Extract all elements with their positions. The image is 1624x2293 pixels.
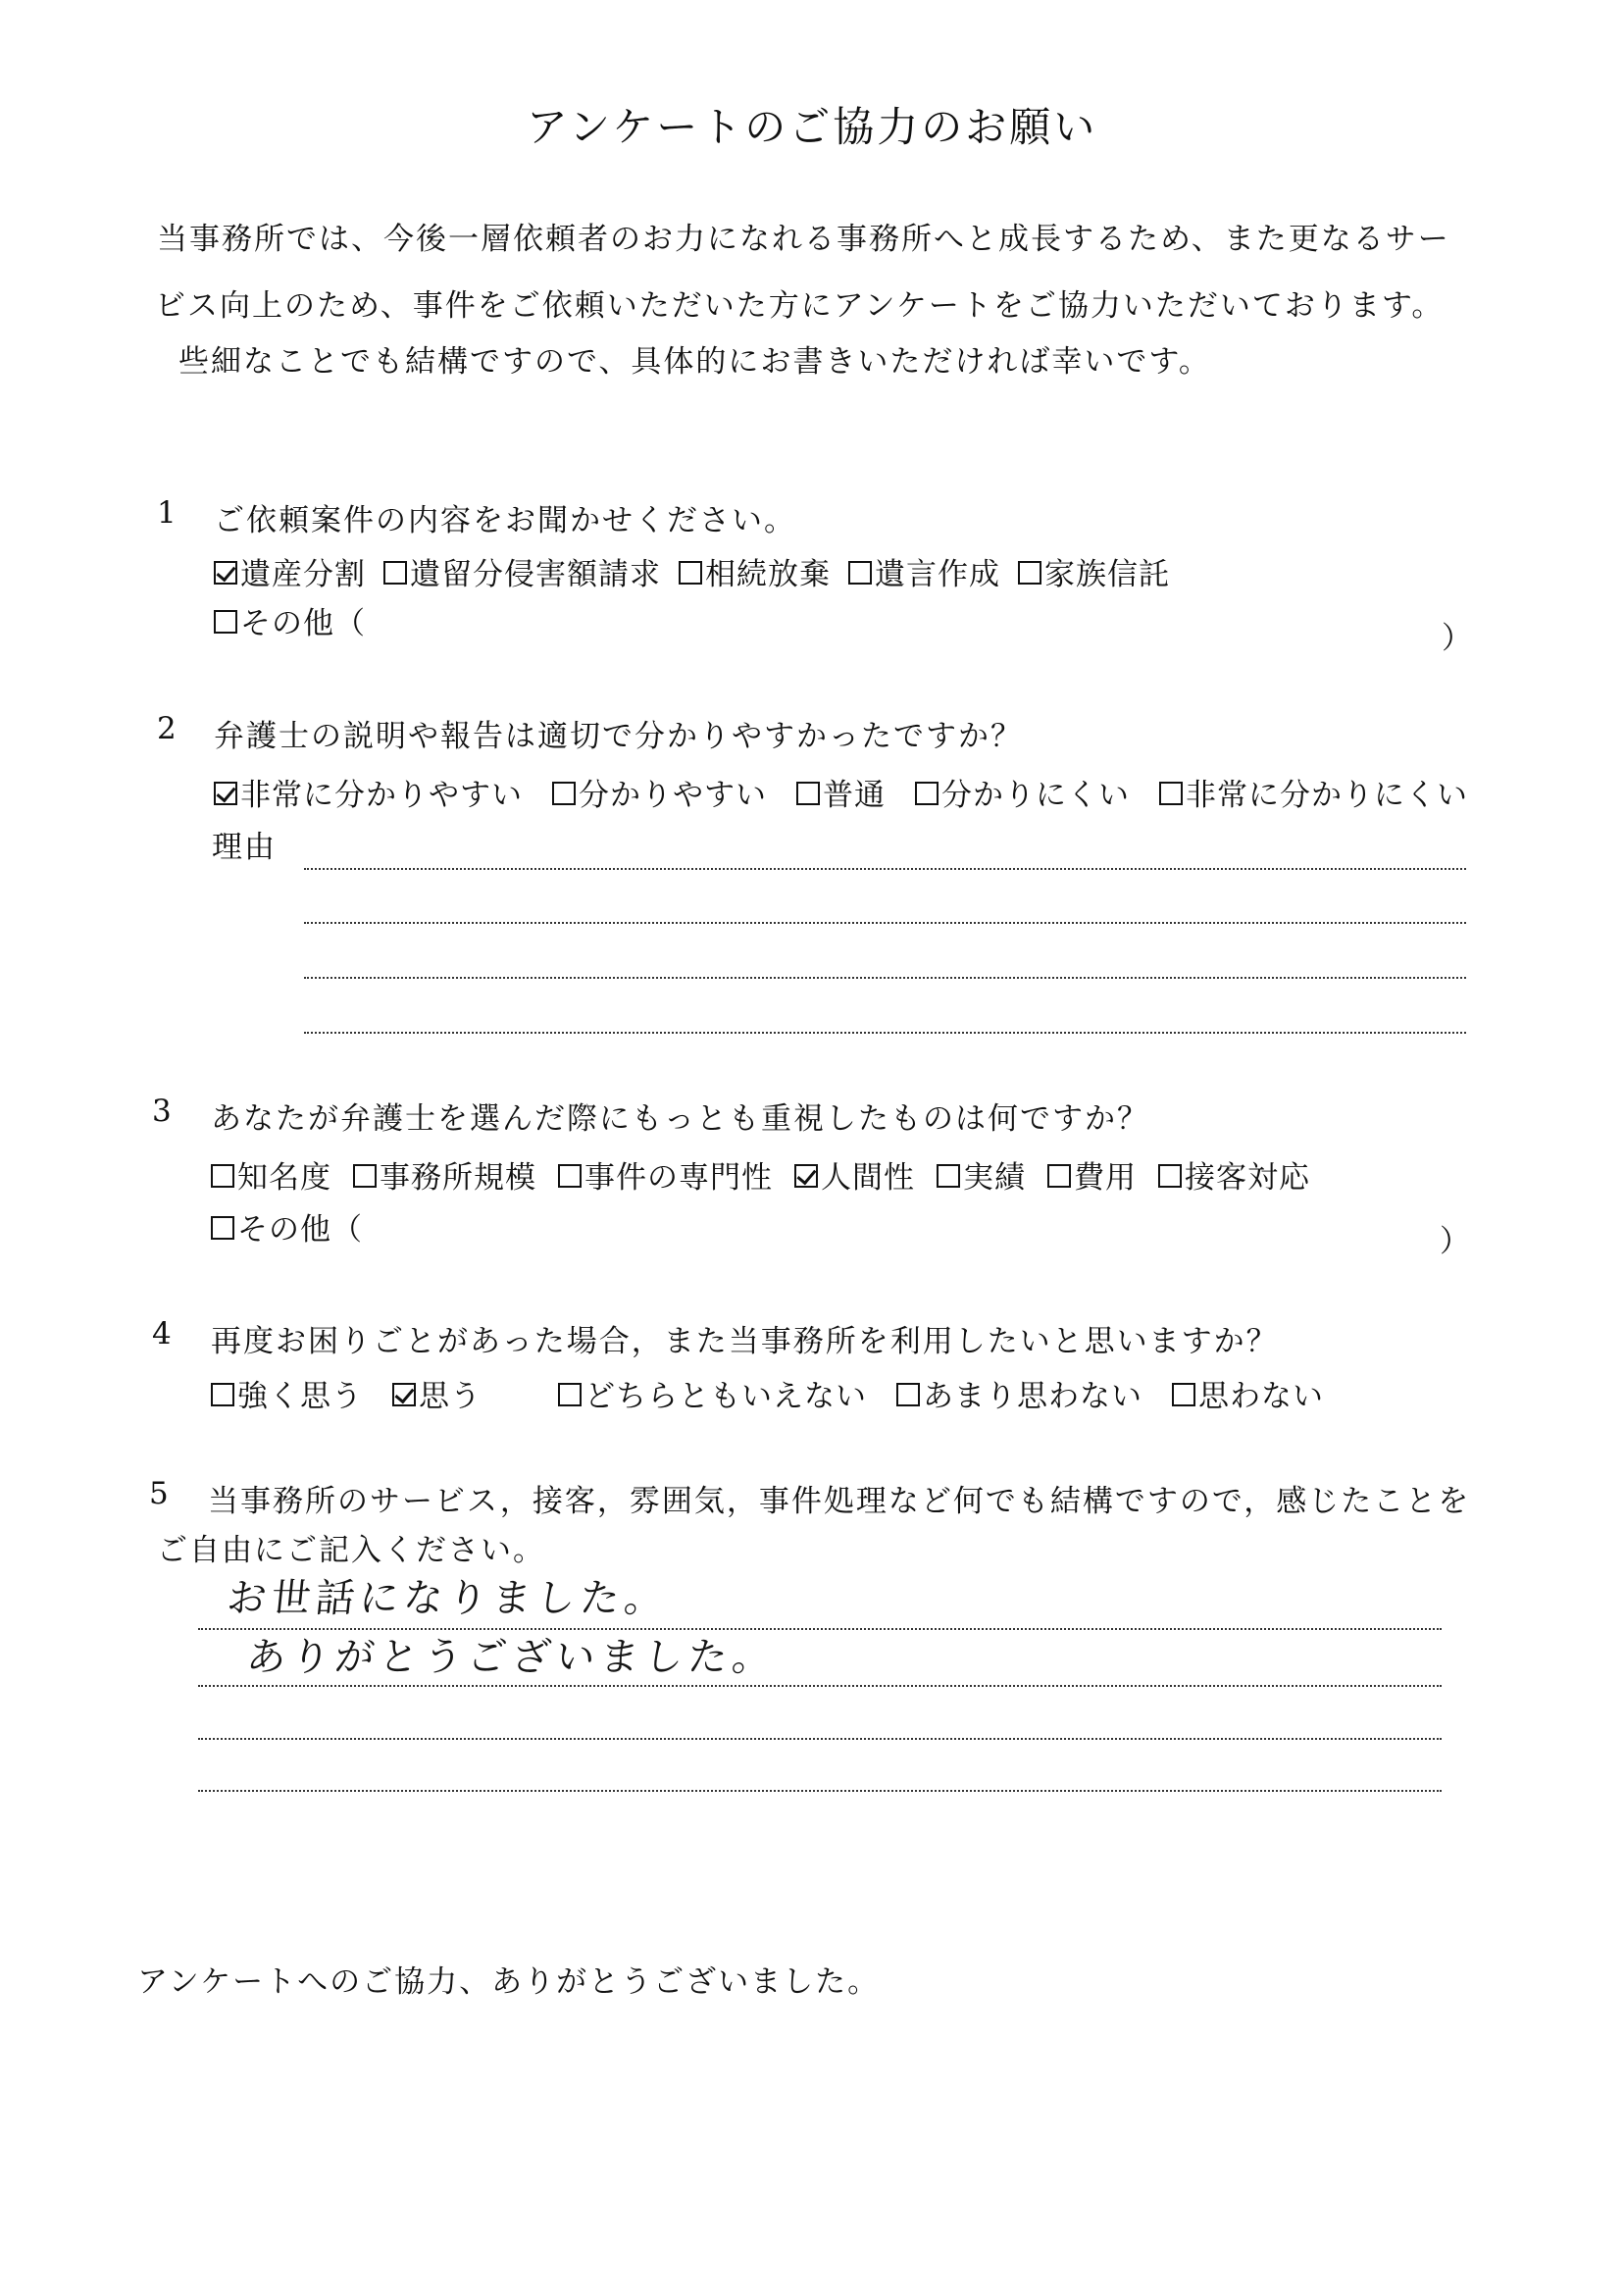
q3-other-close: ） xyxy=(1440,1224,1470,1259)
checkbox-icon[interactable] xyxy=(896,1383,920,1406)
q5-handwritten-answer-2: ありがとうございました。 xyxy=(244,1635,780,1680)
q5-question-line-1: 当事務所のサービス，接客，雰囲気，事件処理など何でも結構ですので，感じたことを xyxy=(208,1484,1471,1519)
q5-answer-line[interactable] xyxy=(198,1628,1442,1630)
q1-options xyxy=(214,549,1170,593)
q2-option[interactable]: 非常に分かりやすい xyxy=(214,770,523,814)
q2-number: 2 xyxy=(157,711,177,746)
intro-line-1: 当事務所では、今後一層依頼者のお力になれる事務所へと成長するため、また更なるサー xyxy=(157,222,1450,257)
q5-handwritten-answer-1: お世話になりました。 xyxy=(225,1576,672,1621)
checkbox-icon[interactable] xyxy=(1158,1164,1182,1188)
q3-number: 3 xyxy=(152,1094,172,1129)
checkbox-icon[interactable] xyxy=(211,1383,234,1406)
q3-option[interactable]: 知名度 xyxy=(211,1152,331,1197)
q2-reason-label: 理由 xyxy=(212,830,277,865)
intro-line-3: 些細なことでも結構ですので、具体的にお書きいただければ幸いです。 xyxy=(178,344,1211,380)
q4-option[interactable]: あまり思わない xyxy=(896,1371,1142,1415)
q2-option[interactable]: 分かりにくい xyxy=(915,770,1130,814)
q3-option[interactable]: 費用 xyxy=(1047,1152,1137,1197)
q5-answer-line[interactable] xyxy=(198,1790,1442,1792)
checkbox-icon[interactable] xyxy=(558,1164,582,1188)
checkbox-icon[interactable] xyxy=(552,782,576,805)
q3-other[interactable]: その他（ xyxy=(211,1204,363,1248)
q3-options xyxy=(211,1152,1310,1197)
checkbox-icon[interactable] xyxy=(558,1383,582,1406)
checkbox-icon[interactable] xyxy=(915,782,939,805)
q1-option[interactable]: 遺留分侵害額請求 xyxy=(383,549,661,593)
q3-option[interactable]: 人間性 xyxy=(794,1152,915,1197)
q3-question: あなたが弁護士を選んだ際にもっとも重視したものは何ですか？ xyxy=(211,1101,1149,1137)
checkbox-icon[interactable] xyxy=(353,1164,377,1188)
checkbox-checked-icon[interactable] xyxy=(214,561,237,585)
q2-option[interactable]: 普通 xyxy=(796,770,886,814)
q3-option[interactable]: 事務所規模 xyxy=(353,1152,536,1197)
checkbox-checked-icon[interactable] xyxy=(392,1383,416,1406)
q4-question: 再度お困りごとがあった場合，また当事務所を利用したいと思いますか？ xyxy=(211,1324,1279,1359)
q2-option[interactable]: 分かりやすい xyxy=(552,770,767,814)
q1-number: 1 xyxy=(157,495,177,531)
q4-option[interactable]: 思わない xyxy=(1172,1371,1324,1415)
q1-option[interactable]: 遺産分割 xyxy=(214,549,366,593)
q2-options xyxy=(214,770,1468,814)
checkbox-icon[interactable] xyxy=(211,1164,234,1188)
q4-option[interactable]: 強く思う xyxy=(211,1371,363,1415)
checkbox-icon[interactable] xyxy=(937,1164,960,1188)
q5-number: 5 xyxy=(149,1476,169,1511)
q1-option[interactable]: 家族信託 xyxy=(1018,549,1170,593)
checkbox-icon[interactable] xyxy=(211,1216,234,1240)
q2-reason-line[interactable] xyxy=(304,977,1466,979)
q1-other[interactable]: その他（ xyxy=(214,598,366,642)
checkbox-icon[interactable] xyxy=(848,561,872,585)
q2-reason-line[interactable] xyxy=(304,922,1466,924)
checkbox-icon[interactable] xyxy=(1047,1164,1071,1188)
q1-question: ご依頼案件の内容をお聞かせください。 xyxy=(214,503,796,538)
q4-number: 4 xyxy=(152,1316,172,1351)
q1-option[interactable]: 遺言作成 xyxy=(848,549,1000,593)
q2-reason-line[interactable] xyxy=(304,1032,1466,1034)
checkbox-checked-icon[interactable] xyxy=(794,1164,818,1188)
page-title: アンケートのご協力のお願い xyxy=(526,103,1098,151)
q3-option[interactable]: 実績 xyxy=(937,1152,1026,1197)
intro-line-2: ビス向上のため、事件をご依頼いただいた方にアンケートをご協力いただいております。 xyxy=(155,288,1445,324)
q2-option[interactable]: 非常に分かりにくい xyxy=(1159,770,1468,814)
q2-question: 弁護士の説明や報告は適切で分かりやすかったですか？ xyxy=(214,719,1023,754)
checkbox-icon[interactable] xyxy=(1159,782,1183,805)
checkbox-icon[interactable] xyxy=(796,782,820,805)
q3-option[interactable]: 接客対応 xyxy=(1158,1152,1310,1197)
checkbox-icon[interactable] xyxy=(679,561,702,585)
checkbox-icon[interactable] xyxy=(1018,561,1041,585)
q5-answer-line[interactable] xyxy=(198,1685,1442,1687)
q3-option[interactable]: 事件の専門性 xyxy=(558,1152,773,1197)
q4-option[interactable]: どちらともいえない xyxy=(558,1371,867,1415)
q4-options xyxy=(211,1371,1324,1415)
q1-other-close: ） xyxy=(1442,621,1472,656)
q2-reason-line[interactable] xyxy=(304,868,1466,870)
checkbox-checked-icon[interactable] xyxy=(214,782,237,805)
q1-option[interactable]: 相続放棄 xyxy=(679,549,831,593)
checkbox-icon[interactable] xyxy=(1172,1383,1195,1406)
q5-question-line-2: ご自由にご記入ください。 xyxy=(157,1533,545,1568)
checkbox-icon[interactable] xyxy=(214,610,237,634)
q5-answer-line[interactable] xyxy=(198,1738,1442,1740)
checkbox-icon[interactable] xyxy=(383,561,407,585)
q4-option[interactable]: 思う xyxy=(392,1371,482,1415)
closing-message: アンケートへのご協力、ありがとうございました。 xyxy=(137,1964,881,2000)
